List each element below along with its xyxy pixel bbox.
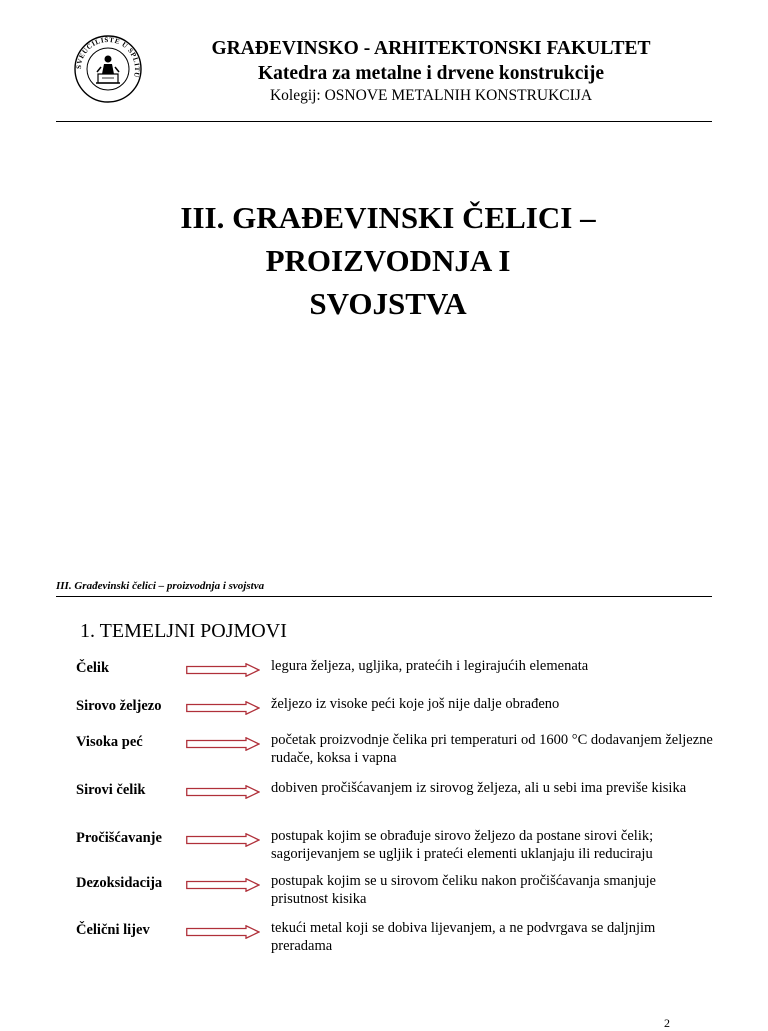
running-head: III. Građevinski čelici – proizvodnja i svojstva <box>56 580 265 592</box>
term-label: Sirovi čelik <box>76 782 146 798</box>
department-name: Katedra za metalne i drvene konstrukcije <box>257 63 605 84</box>
header-divider <box>56 121 712 122</box>
course-name: Kolegij: OSNOVE METALNIH KONSTRUKCIJA <box>269 87 593 104</box>
right-arrow-icon <box>186 833 260 847</box>
term-definition: legura željeza, ugljika, pratećih i legirajućih elemenata <box>271 658 589 674</box>
running-head-divider <box>56 596 712 597</box>
faculty-name: GRAĐEVINSKO - ARHITEKTONSKI FAKULTET <box>211 38 651 59</box>
term-definition: postupak kojim se obrađuje sirovo željezo da postane sirovi čelik; sagorijevanjem se ugljik i prateći elementi uklanjaju ili reduciraju <box>271 828 654 862</box>
term-label: Sirovo željezo <box>76 698 162 714</box>
section-heading: 1. TEMELJNI POJMOVI <box>80 620 287 642</box>
term-definition: postupak kojim se u sirovom čeliku nakon pročišćavanja smanjuje prisutnost kisika <box>271 873 656 907</box>
title-line-1: III. GRAĐEVINSKI ČELICI – <box>180 200 596 235</box>
term-definition: početak proizvodnje čelika pri temperaturi od 1600 °C dodavanjem željezne rudače, koksa i vapna <box>271 732 713 766</box>
page-number: 2 <box>664 1016 670 1030</box>
term-label: Čelični lijev <box>76 922 150 938</box>
right-arrow-icon <box>186 701 260 715</box>
title-line-3: SVOJSTVA <box>309 286 467 321</box>
right-arrow-icon <box>186 737 260 751</box>
page-title <box>60 196 716 325</box>
right-arrow-icon <box>186 925 260 939</box>
university-seal-icon <box>73 34 143 104</box>
right-arrow-icon <box>186 878 260 892</box>
header-text <box>166 36 696 105</box>
term-definition: željezo iz visoke peći koje još nije dalje obrađeno <box>271 696 560 712</box>
seal-text: SVEUČILIŠTE U SPLITU <box>74 35 142 79</box>
term-definition: dobiven pročišćavanjem iz sirovog željeza, ali u sebi ima previše kisika <box>271 780 687 796</box>
right-arrow-icon <box>186 663 260 677</box>
term-label: Pročišćavanje <box>76 830 162 846</box>
term-label: Dezoksidacija <box>76 875 163 891</box>
term-definition: tekući metal koji se dobiva lijevanjem, a ne podvrgava se daljnjim preradama <box>271 920 656 954</box>
right-arrow-icon <box>186 785 260 799</box>
term-label: Visoka peć <box>76 734 143 750</box>
term-label: Čelik <box>76 660 110 676</box>
document-header <box>56 28 712 120</box>
title-line-2: PROIZVODNJA I <box>265 243 511 278</box>
